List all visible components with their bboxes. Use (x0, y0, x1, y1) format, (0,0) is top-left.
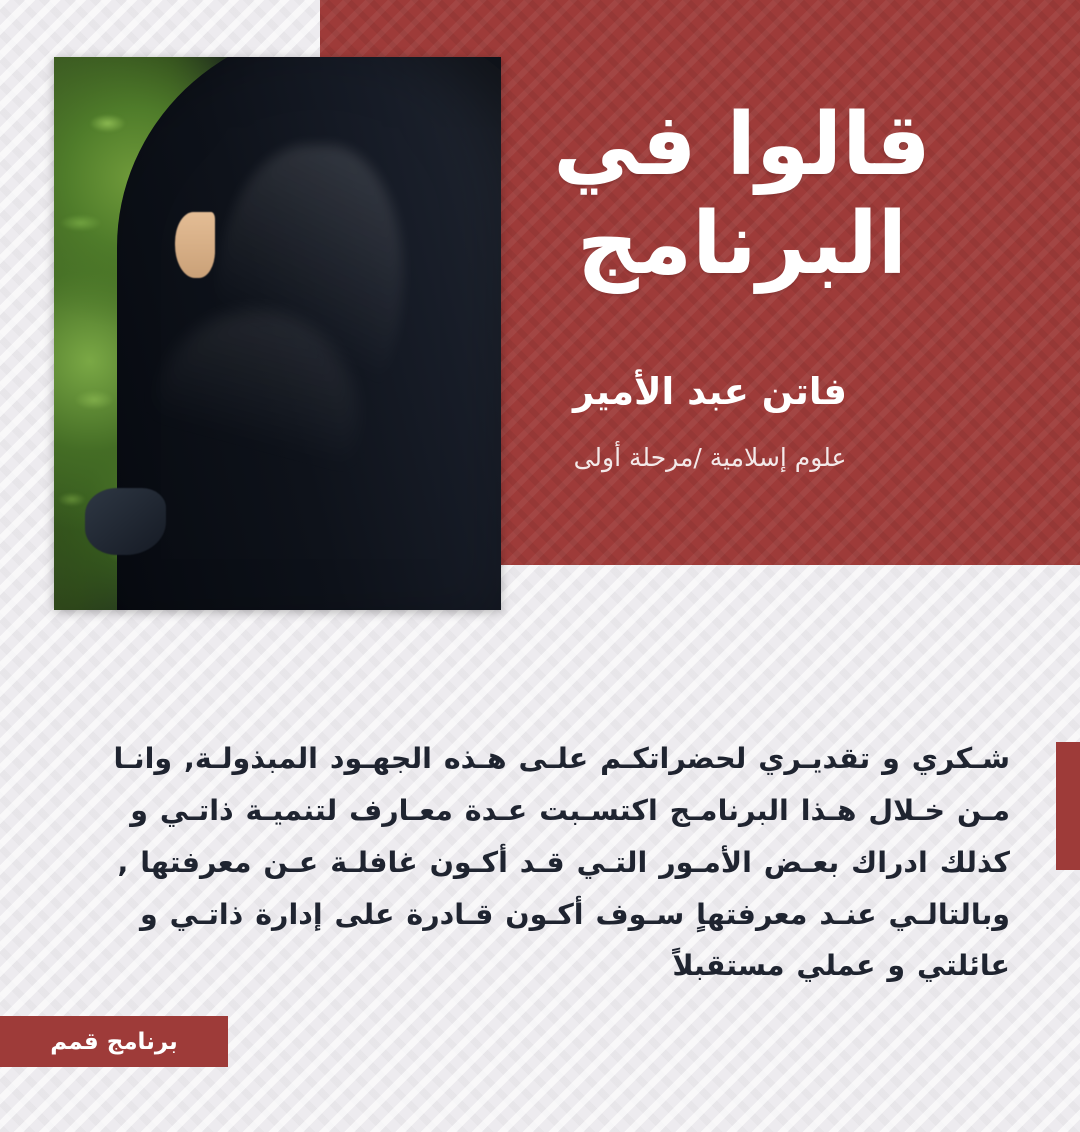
hand-detail (85, 488, 165, 554)
face-detail (175, 212, 215, 278)
person-name: فاتن عبد الأمير (572, 370, 848, 413)
testimonial-text: شـكري و تقديـري لحضراتكـم علـى هـذه الجهـود المبذولـة, وانـا مـن خـلال هـذا البرنامـج اكتسـبت عـدة معـارف لتنميـة ذاتـي و كذلك ادراك بعـض الأمـور التـي قـد أكـون غافلـة عـن معرفتها , وبالتالـي عنـد معرفتهاٍ سـوف أكـون قـادرة على إدارة ذاتـي و عائلتي و عملي مستقبلاً (113, 742, 1010, 983)
fabric-highlight-secondary (152, 311, 358, 532)
portrait-image (54, 57, 501, 610)
person-subtitle: علوم إسلامية /مرحلة أولى (573, 443, 847, 472)
accent-side-tab (1056, 742, 1080, 870)
program-badge: برنامج قمم (0, 1016, 228, 1067)
page-title: قالوا في البرنامج (553, 95, 931, 294)
